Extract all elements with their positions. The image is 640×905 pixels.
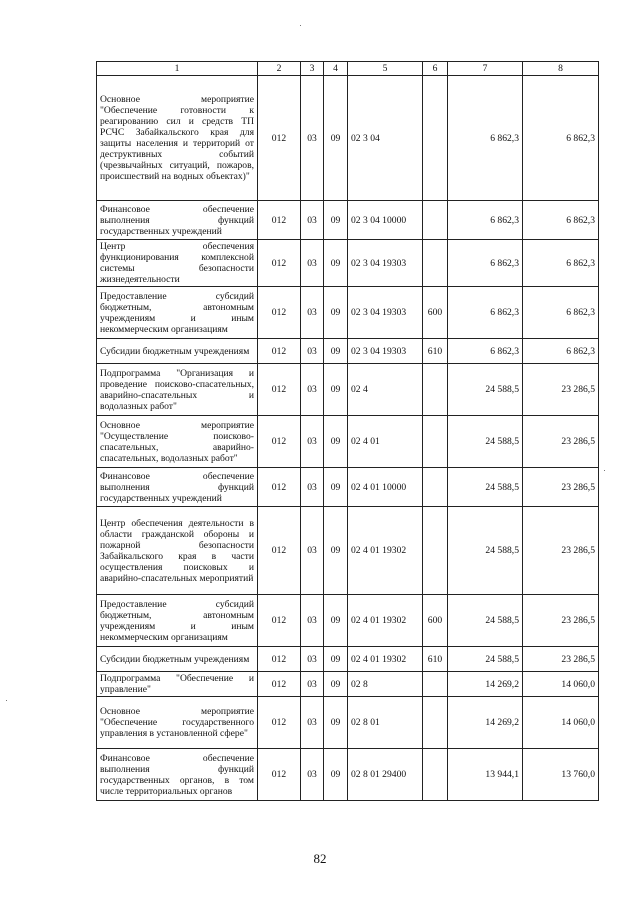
code-cell: 09 [324, 339, 348, 364]
code-cell [423, 749, 448, 801]
amount-cell: 14 060,0 [523, 672, 599, 697]
code-cell: 012 [258, 76, 301, 201]
code-cell: 03 [301, 240, 324, 287]
table-row [97, 749, 599, 801]
item-name: Подпрограмма "Организация и проведение поисково-спасательных, аварийно-спасательных и водолазных работ" [97, 364, 258, 416]
item-name: Финансовое обеспечение выполнения функций государственных органов, в том числе территориальных органов [97, 749, 258, 801]
code-cell: 610 [423, 647, 448, 672]
amount-cell: 6 862,3 [448, 287, 523, 339]
column-header: 8 [523, 62, 599, 76]
header-row [97, 62, 599, 76]
item-name: Финансовое обеспечение выполнения функций государственных учреждений [97, 468, 258, 507]
code-cell [423, 201, 448, 240]
table-row [97, 287, 599, 339]
table-row [97, 595, 599, 647]
code-cell: 02 3 04 19303 [348, 339, 423, 364]
code-cell: 02 4 01 [348, 416, 423, 468]
amount-cell: 14 060,0 [523, 697, 599, 749]
code-cell: 02 3 04 [348, 76, 423, 201]
code-cell: 02 3 04 19303 [348, 287, 423, 339]
code-cell: 03 [301, 364, 324, 416]
code-cell: 09 [324, 240, 348, 287]
amount-cell: 24 588,5 [448, 647, 523, 672]
code-cell: 09 [324, 201, 348, 240]
amount-cell: 6 862,3 [448, 339, 523, 364]
code-cell: 012 [258, 647, 301, 672]
code-cell: 03 [301, 416, 324, 468]
code-cell: 03 [301, 672, 324, 697]
column-header: 7 [448, 62, 523, 76]
item-name: Субсидии бюджетным учреждениям [97, 647, 258, 672]
code-cell: 03 [301, 647, 324, 672]
page-number: 82 [313, 851, 327, 866]
code-cell: 03 [301, 697, 324, 749]
item-name: Основное мероприятие "Обеспечение государственного управления в установленной сфере" [97, 697, 258, 749]
code-cell: 02 3 04 10000 [348, 201, 423, 240]
amount-cell: 24 588,5 [448, 595, 523, 647]
code-cell: 012 [258, 240, 301, 287]
code-cell: 03 [301, 595, 324, 647]
code-cell: 012 [258, 697, 301, 749]
amount-cell: 23 286,5 [523, 468, 599, 507]
column-header: 6 [423, 62, 448, 76]
code-cell: 09 [324, 595, 348, 647]
amount-cell: 6 862,3 [523, 240, 599, 287]
table-row [97, 647, 599, 672]
item-name: Подпрограмма "Обеспечение и управление" [97, 672, 258, 697]
code-cell: 02 4 01 19302 [348, 647, 423, 672]
code-cell: 600 [423, 595, 448, 647]
code-cell: 09 [324, 287, 348, 339]
amount-cell: 6 862,3 [448, 240, 523, 287]
code-cell: 03 [301, 201, 324, 240]
code-cell: 600 [423, 287, 448, 339]
code-cell: 09 [324, 507, 348, 595]
table-row [97, 76, 599, 201]
amount-cell: 24 588,5 [448, 468, 523, 507]
code-cell: 02 4 [348, 364, 423, 416]
code-cell: 012 [258, 749, 301, 801]
code-cell: 03 [301, 749, 324, 801]
table-row [97, 201, 599, 240]
code-cell: 03 [301, 468, 324, 507]
code-cell: 012 [258, 287, 301, 339]
column-header: 4 [324, 62, 348, 76]
code-cell: 012 [258, 595, 301, 647]
column-header: 2 [258, 62, 301, 76]
amount-cell: 6 862,3 [448, 76, 523, 201]
table-row [97, 339, 599, 364]
table-row [97, 697, 599, 749]
column-header: 3 [301, 62, 324, 76]
table-row [97, 364, 599, 416]
code-cell: 03 [301, 76, 324, 201]
item-name: Предоставление субсидий бюджетным, автономным учреждениям и иным некоммерческим организациям [97, 595, 258, 647]
item-name: Центр обеспечения функционирования комплексной системы безопасности жизнедеятельности [97, 240, 258, 287]
code-cell: 012 [258, 468, 301, 507]
code-cell [423, 507, 448, 595]
amount-cell: 6 862,3 [523, 339, 599, 364]
amount-cell: 6 862,3 [448, 201, 523, 240]
item-name: Предоставление субсидий бюджетным, автономным учреждениям и иным некоммерческим организациям [97, 287, 258, 339]
code-cell: 610 [423, 339, 448, 364]
amount-cell: 24 588,5 [448, 507, 523, 595]
amount-cell: 14 269,2 [448, 672, 523, 697]
code-cell: 09 [324, 416, 348, 468]
table-row [97, 416, 599, 468]
code-cell [423, 672, 448, 697]
scan-speck [604, 470, 605, 471]
code-cell: 09 [324, 364, 348, 416]
amount-cell: 13 944,1 [448, 749, 523, 801]
code-cell [423, 416, 448, 468]
code-cell: 09 [324, 76, 348, 201]
code-cell: 012 [258, 416, 301, 468]
table-row [97, 507, 599, 595]
amount-cell: 6 862,3 [523, 287, 599, 339]
code-cell: 02 8 01 [348, 697, 423, 749]
amount-cell: 23 286,5 [523, 507, 599, 595]
item-name: Субсидии бюджетным учреждениям [97, 339, 258, 364]
code-cell: 012 [258, 201, 301, 240]
code-cell [423, 468, 448, 507]
scan-speck [6, 700, 7, 701]
amount-cell: 13 760,0 [523, 749, 599, 801]
code-cell: 02 4 01 19302 [348, 507, 423, 595]
code-cell: 03 [301, 507, 324, 595]
code-cell: 09 [324, 697, 348, 749]
code-cell: 09 [324, 672, 348, 697]
code-cell [423, 76, 448, 201]
code-cell: 02 8 01 29400 [348, 749, 423, 801]
code-cell: 012 [258, 507, 301, 595]
code-cell: 012 [258, 364, 301, 416]
code-cell: 09 [324, 468, 348, 507]
amount-cell: 24 588,5 [448, 364, 523, 416]
amount-cell: 14 269,2 [448, 697, 523, 749]
item-name: Основное мероприятие "Обеспечение готовности к реагированию сил и средств ТП РСЧС Забайкальского края для защиты населения и территорий от деструктивных событий (чрезвычайных ситуаций, пожаров, происшествий на водных объектах)" [97, 76, 258, 201]
budget-table [96, 61, 599, 801]
code-cell [423, 697, 448, 749]
amount-cell: 23 286,5 [523, 416, 599, 468]
table-row [97, 468, 599, 507]
amount-cell: 6 862,3 [523, 76, 599, 201]
code-cell [423, 240, 448, 287]
code-cell [423, 364, 448, 416]
amount-cell: 23 286,5 [523, 595, 599, 647]
code-cell: 012 [258, 672, 301, 697]
code-cell: 02 8 [348, 672, 423, 697]
code-cell: 02 3 04 19303 [348, 240, 423, 287]
table-row [97, 240, 599, 287]
amount-cell: 23 286,5 [523, 647, 599, 672]
amount-cell: 24 588,5 [448, 416, 523, 468]
code-cell: 09 [324, 749, 348, 801]
code-cell: 03 [301, 339, 324, 364]
column-header: 1 [97, 62, 258, 76]
code-cell: 02 4 01 10000 [348, 468, 423, 507]
column-header: 5 [348, 62, 423, 76]
item-name: Основное мероприятие "Осуществление поисково-спасательных, аварийно-спасательных, водолазных работ" [97, 416, 258, 468]
item-name: Центр обеспечения деятельности в области гражданской обороны и пожарной безопасности Забайкальского края в части осуществления поисковых и аварийно-спасательных мероприятий [97, 507, 258, 595]
code-cell: 03 [301, 287, 324, 339]
code-cell: 012 [258, 339, 301, 364]
scan-speck [300, 25, 301, 26]
amount-cell: 6 862,3 [523, 201, 599, 240]
table-row [97, 672, 599, 697]
code-cell: 09 [324, 647, 348, 672]
code-cell: 02 4 01 19302 [348, 595, 423, 647]
item-name: Финансовое обеспечение выполнения функций государственных учреждений [97, 201, 258, 240]
amount-cell: 23 286,5 [523, 364, 599, 416]
